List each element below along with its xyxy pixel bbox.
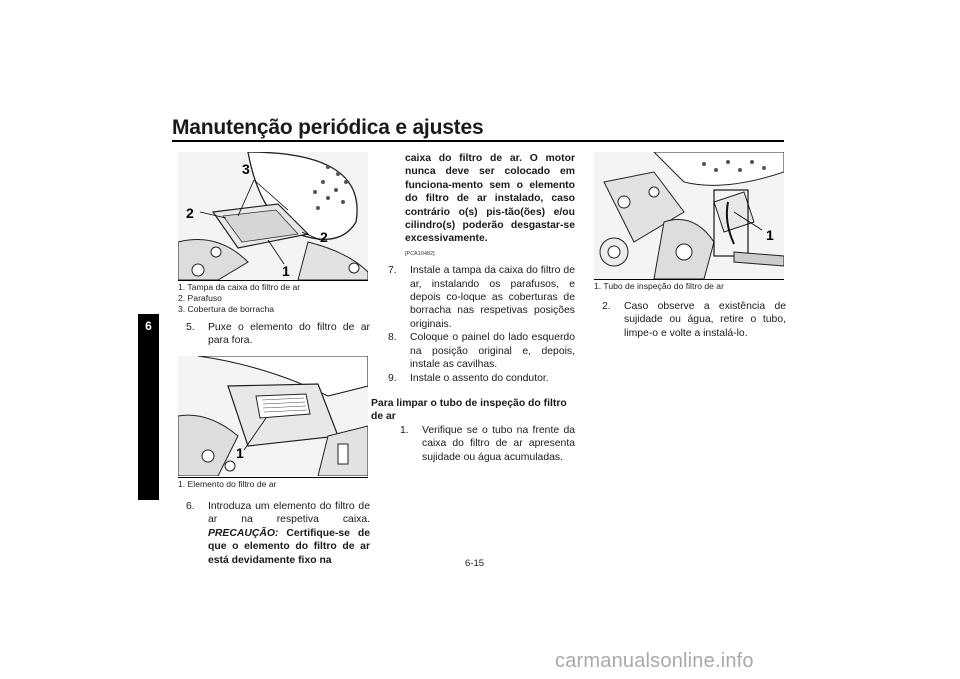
step-text: Verifique se o tubo na frente da caixa do filtro de ar apresenta sujidade ou água acumuladas. xyxy=(422,424,575,463)
figure-air-filter-case-cover xyxy=(178,152,368,280)
clean-step-2 xyxy=(602,300,786,340)
figure-3-captions xyxy=(594,281,789,292)
figure-caption: 1. Elemento do filtro de ar xyxy=(178,479,277,489)
step-number: 5. xyxy=(186,322,195,333)
figure-caption: 2. Parafuso xyxy=(178,293,222,304)
figure-caption: 3. Cobertura de borracha xyxy=(178,304,275,315)
title-rule xyxy=(172,140,784,142)
fig1-callout-1: 1 xyxy=(282,263,290,279)
chapter-tab xyxy=(138,314,159,500)
page-number: 6-15 xyxy=(465,558,485,569)
figure-3-drawing xyxy=(594,152,784,279)
figure-2-rule xyxy=(178,477,368,478)
step-number: 6. xyxy=(186,501,195,512)
page-title: Manutenção periódica e ajustes xyxy=(172,116,484,139)
step-8 xyxy=(388,331,575,371)
figure-2-drawing xyxy=(178,356,368,476)
caution-text: Certifique-se de que o elemento do filtro de ar está devidamente fixo na xyxy=(208,527,370,566)
fig3-callout-1: 1 xyxy=(766,227,774,243)
step-number: 7. xyxy=(388,265,397,277)
section-subheading: Para limpar o tubo de inspeção do filtro de ar xyxy=(371,397,567,423)
column-3 xyxy=(602,300,786,340)
step-text: Instale a tampa da caixa do filtro de ar, instalando os parafusos, e depois co-loque as coberturas de borracha nas respetivas posições originais. xyxy=(410,265,575,330)
figure-air-filter-check-hose xyxy=(594,152,784,279)
column-2 xyxy=(371,152,575,464)
caution-continued: caixa do filtro de ar. O motor nunca deve ser colocado em funciona-mento sem o elemento do filtro de ar instalado, caso contrário o(s) pis-tão(ões) e/ou cilindro(s) poderão desgastar-se excessivamente. xyxy=(405,153,575,245)
figure-1-drawing xyxy=(178,152,368,280)
step-text: Instale o assento do condutor. xyxy=(410,372,549,384)
caution-label: PRECAUÇÃO: xyxy=(208,527,279,539)
step-9 xyxy=(388,372,575,385)
figure-2-captions xyxy=(178,479,373,490)
step-number: 9. xyxy=(388,372,397,384)
step-text: Introduza um elemento do filtro de ar na respetiva caixa. xyxy=(208,501,370,526)
step-7 xyxy=(388,264,575,331)
step-text: Coloque o painel do lado esquerdo na posição original e, depois, instale as cavilhas. xyxy=(410,332,575,371)
figure-1-rule xyxy=(178,280,368,281)
step-number: 1. xyxy=(400,424,409,436)
fig2-callout-1: 1 xyxy=(236,445,244,461)
step-number: 8. xyxy=(388,332,397,344)
fig1-callout-3: 3 xyxy=(242,161,250,177)
step-number: 2. xyxy=(602,301,611,312)
step-text: Caso observe a existência de sujidade ou água, retire o tubo, limpe-o e volte a instalá-lo. xyxy=(624,301,786,339)
figure-3-rule xyxy=(594,279,784,280)
fig1-callout-2b: 2 xyxy=(320,229,328,245)
figure-air-filter-element xyxy=(178,356,368,476)
step-5 xyxy=(186,321,370,348)
figure-1-captions xyxy=(178,282,373,316)
figure-caption: 1. Tubo de inspeção do filtro de ar xyxy=(594,281,724,291)
figure-caption: 1. Tampa da caixa do filtro de ar xyxy=(178,282,301,292)
chapter-tab-number: 6 xyxy=(145,319,152,333)
watermark: carmanualsonline.info xyxy=(555,650,754,672)
fig1-callout-2a: 2 xyxy=(186,205,194,221)
clean-step-1 xyxy=(400,424,575,464)
step-6 xyxy=(186,500,370,567)
step-text: Puxe o elemento do filtro de ar para fora. xyxy=(208,322,370,347)
reference-code: [PCA10482] xyxy=(405,250,435,257)
